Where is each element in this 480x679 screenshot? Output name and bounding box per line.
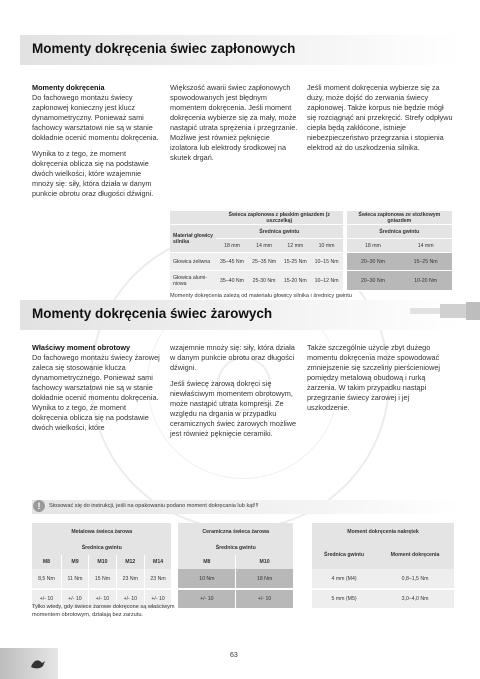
table-group-flat: Świeca zapłonowa z płaskim gniazdem (z uszczelką) xyxy=(216,211,343,225)
table-cell: +/- 10 xyxy=(116,589,144,609)
page-number: 63 xyxy=(230,652,238,659)
section2-col1-paragraph-1: Do fachowego montażu świecy żarowej zaleca się stosowanie klucza dynamometrycznego. Ponieważ sami fachowcy warsztatowi nie są w stanie dokładnie ocenić momentu dokręcenia. xyxy=(32,353,160,402)
spark-plug-table-note: Momenty dokręcenia zależą od materiału głowicy silnika i średnicy gwintu xyxy=(170,293,352,299)
table-size: 18 mm xyxy=(216,239,248,253)
table-cell: 8,5 Nm xyxy=(32,569,61,589)
table-cell: 23 Nm xyxy=(116,569,144,589)
section1-col1-paragraph-1: Do fachowego montażu świecy zapłonowej konieczny jest klucz dynamometryczny. Ponieważ sami fachowcy warsztatowi nie są w stanie dokładnie ocenić momentu dokręcenia. xyxy=(32,93,159,142)
table-size: 18 mm xyxy=(347,239,400,253)
table-cell: +/- 10 xyxy=(32,589,61,609)
brand-logo-icon xyxy=(30,657,46,671)
section2-title: Momenty dokręcenia świec żarowych xyxy=(32,306,273,321)
table-cell: 15-25 Nm xyxy=(280,253,310,271)
table-cell: 10–12 Nm xyxy=(311,271,343,291)
table-cell: 25-30 Nm xyxy=(248,271,280,291)
table-cell: 18 Nm xyxy=(236,569,294,589)
section2-col1-heading: Właściwy moment obrotowy xyxy=(32,343,131,352)
section2-col2-paragraph-2: Jeśli świecę żarową dokręci się niewłaściwym momentem obrotowym, może nastąpić utrata kompresji. Ze względu na drgania w przypadku ceramicznych świec żarowych możliwe jest również pęknięcie ceramiki. xyxy=(170,379,297,438)
section2-column-2 xyxy=(170,343,298,445)
table-size: M12 xyxy=(116,555,144,569)
table-thread-metal: Średnica gwintu xyxy=(32,541,172,555)
table-size: M9 xyxy=(61,555,88,569)
table-cell: +/- 10 xyxy=(178,589,236,609)
section1-column-1 xyxy=(32,83,160,205)
warning-icon: ! xyxy=(33,500,45,512)
table-row-label: Głowica alumi- niowa xyxy=(170,271,216,291)
table-size: M10 xyxy=(89,555,117,569)
nut-table-col1: Średnica gwintu xyxy=(312,541,376,569)
table-cell: 35–40 Nm xyxy=(216,271,248,291)
footnote: Tylko wtedy, gdy świece żarowe dokręcone są właściwym momentem obrotowym, działają bez zarzutu. xyxy=(32,604,175,618)
section1-title: Momenty dokręcenia świec zapłonowych xyxy=(32,41,296,56)
table-cell: +/- 10 xyxy=(89,589,117,609)
nut-table-title: Moment dokręcenia nakrętek xyxy=(312,523,454,541)
table-cell: 11 Nm xyxy=(61,569,88,589)
nut-table-col2: Moment dokręcenia xyxy=(376,541,454,569)
table-cell: 3,0–4,0 Nm xyxy=(376,589,454,609)
table-thread-label-conical: Średnica gwintu xyxy=(347,225,452,239)
table-cell: 4 mm (M4) xyxy=(312,569,376,589)
table-cell: 10-20 Nm xyxy=(399,271,452,291)
table-cell: +/- 10 xyxy=(144,589,172,609)
table-cell: 20–30 Nm xyxy=(347,253,400,271)
section1-column-3: Jeśli moment dokręcenia wybierze się za duży, może dojść do zerwania świecy zapłonowej. Także korpus nie będzie mógł się rozciągnąć ani przekręcić. Strefy odpływu ciepła będą zakłócone, istnieje niebezpieczeństwo przegrzania i stopienia elektrod aż do uszkodzenia silnika. xyxy=(307,83,453,152)
section2-col2-paragraph-1: wzajemnie mnoży się: siły, która działa w danym punkcie obrotu oraz długości dźwigni. xyxy=(170,343,295,372)
table-cell: 0,8–1,5 Nm xyxy=(376,569,454,589)
table-cell: 20–30 Nm xyxy=(347,271,400,291)
section1-col1-heading: Momenty dokręcenia xyxy=(32,83,105,92)
table-group-ceramic: Ceramiczna świeca żarowa xyxy=(178,523,294,541)
table-size: 12 mm xyxy=(280,239,310,253)
table-cell: 15-20 Nm xyxy=(280,271,310,291)
glow-plug-icon xyxy=(410,300,480,322)
table-cell: 5 mm (M5) xyxy=(312,589,376,609)
table-thread-ceramic: Średnica gwintu xyxy=(178,541,294,555)
warning-text: Stosować się do instrukcji, jeśli na opakowaniu podano moment dokręcania lub kąt!!! xyxy=(49,503,259,509)
table-material-label: Materiał głowicy silnika xyxy=(170,225,216,253)
table-cell: +/- 10 xyxy=(236,589,294,609)
section1-col1-paragraph-2: Wynika to z tego, że moment dokręcenia oblicza się na podstawie dwóch wielkości, które wzajemnie mnoży się: siły, która działa w danym punkcie obrotu oraz długości dźwigni. xyxy=(32,149,154,198)
table-size: M8 xyxy=(178,555,236,569)
table-cell: 35–45 Nm xyxy=(216,253,248,271)
table-size: 14 mm xyxy=(248,239,280,253)
table-cell: 15 Nm xyxy=(89,569,117,589)
table-cell: +/- 10 xyxy=(61,589,88,609)
table-thread-label-flat: Średnica gwintu xyxy=(216,225,343,239)
table-size: 14 mm xyxy=(399,239,452,253)
section2-column-1 xyxy=(32,343,162,433)
spark-plug-torque-table xyxy=(170,211,452,291)
footer-corner-block xyxy=(0,648,58,679)
table-size: M8 xyxy=(32,555,61,569)
table-cell: 10 Nm xyxy=(178,569,236,589)
section2-col1-paragraph-2: Wynika to z tego, że moment dokręcenia oblicza się na podstawie dwóch wielkości, które xyxy=(32,403,149,432)
table-row-label: Głowica żeliwna xyxy=(170,253,216,271)
table-group-conical: Świeca zapłonowa ze stożkowym gniazdem xyxy=(347,211,452,225)
glow-plug-torque-table xyxy=(32,523,294,610)
table-group-metal: Metalowa świeca żarowa xyxy=(32,523,172,541)
table-cell: 23 Nm xyxy=(144,569,172,589)
table-cell: 15–25 Nm xyxy=(399,253,452,271)
table-cell: 25–35 Nm xyxy=(248,253,280,271)
nut-torque-table xyxy=(312,523,454,610)
table-size: M10 xyxy=(236,555,294,569)
table-cell: 10–15 Nm xyxy=(311,253,343,271)
table-size: 10 mm xyxy=(311,239,343,253)
section2-column-3: Także szczególnie użycie zbyt dużego momentu dokręcenia może spowodować zmniejszenie się szczeliny pierścieniowej pomiędzy metalową obudową i rurką żarzenia. W takim przypadku nastąpi przegrzanie świecy żarowej i jej uszkodzenie. xyxy=(307,343,441,412)
section1-column-2: Większość awarii świec zapłonowych spowodowanych jest błędnym momentem dokręcenia. Jeśli moment dokręcenia wybierze się za mały, może nastąpić utrata sprężenia i przegrzanie. Możliwe jest również pęknięcie izolatora lub elektrody środkowej na skutek drgań. xyxy=(170,83,298,162)
table-size: M14 xyxy=(144,555,172,569)
